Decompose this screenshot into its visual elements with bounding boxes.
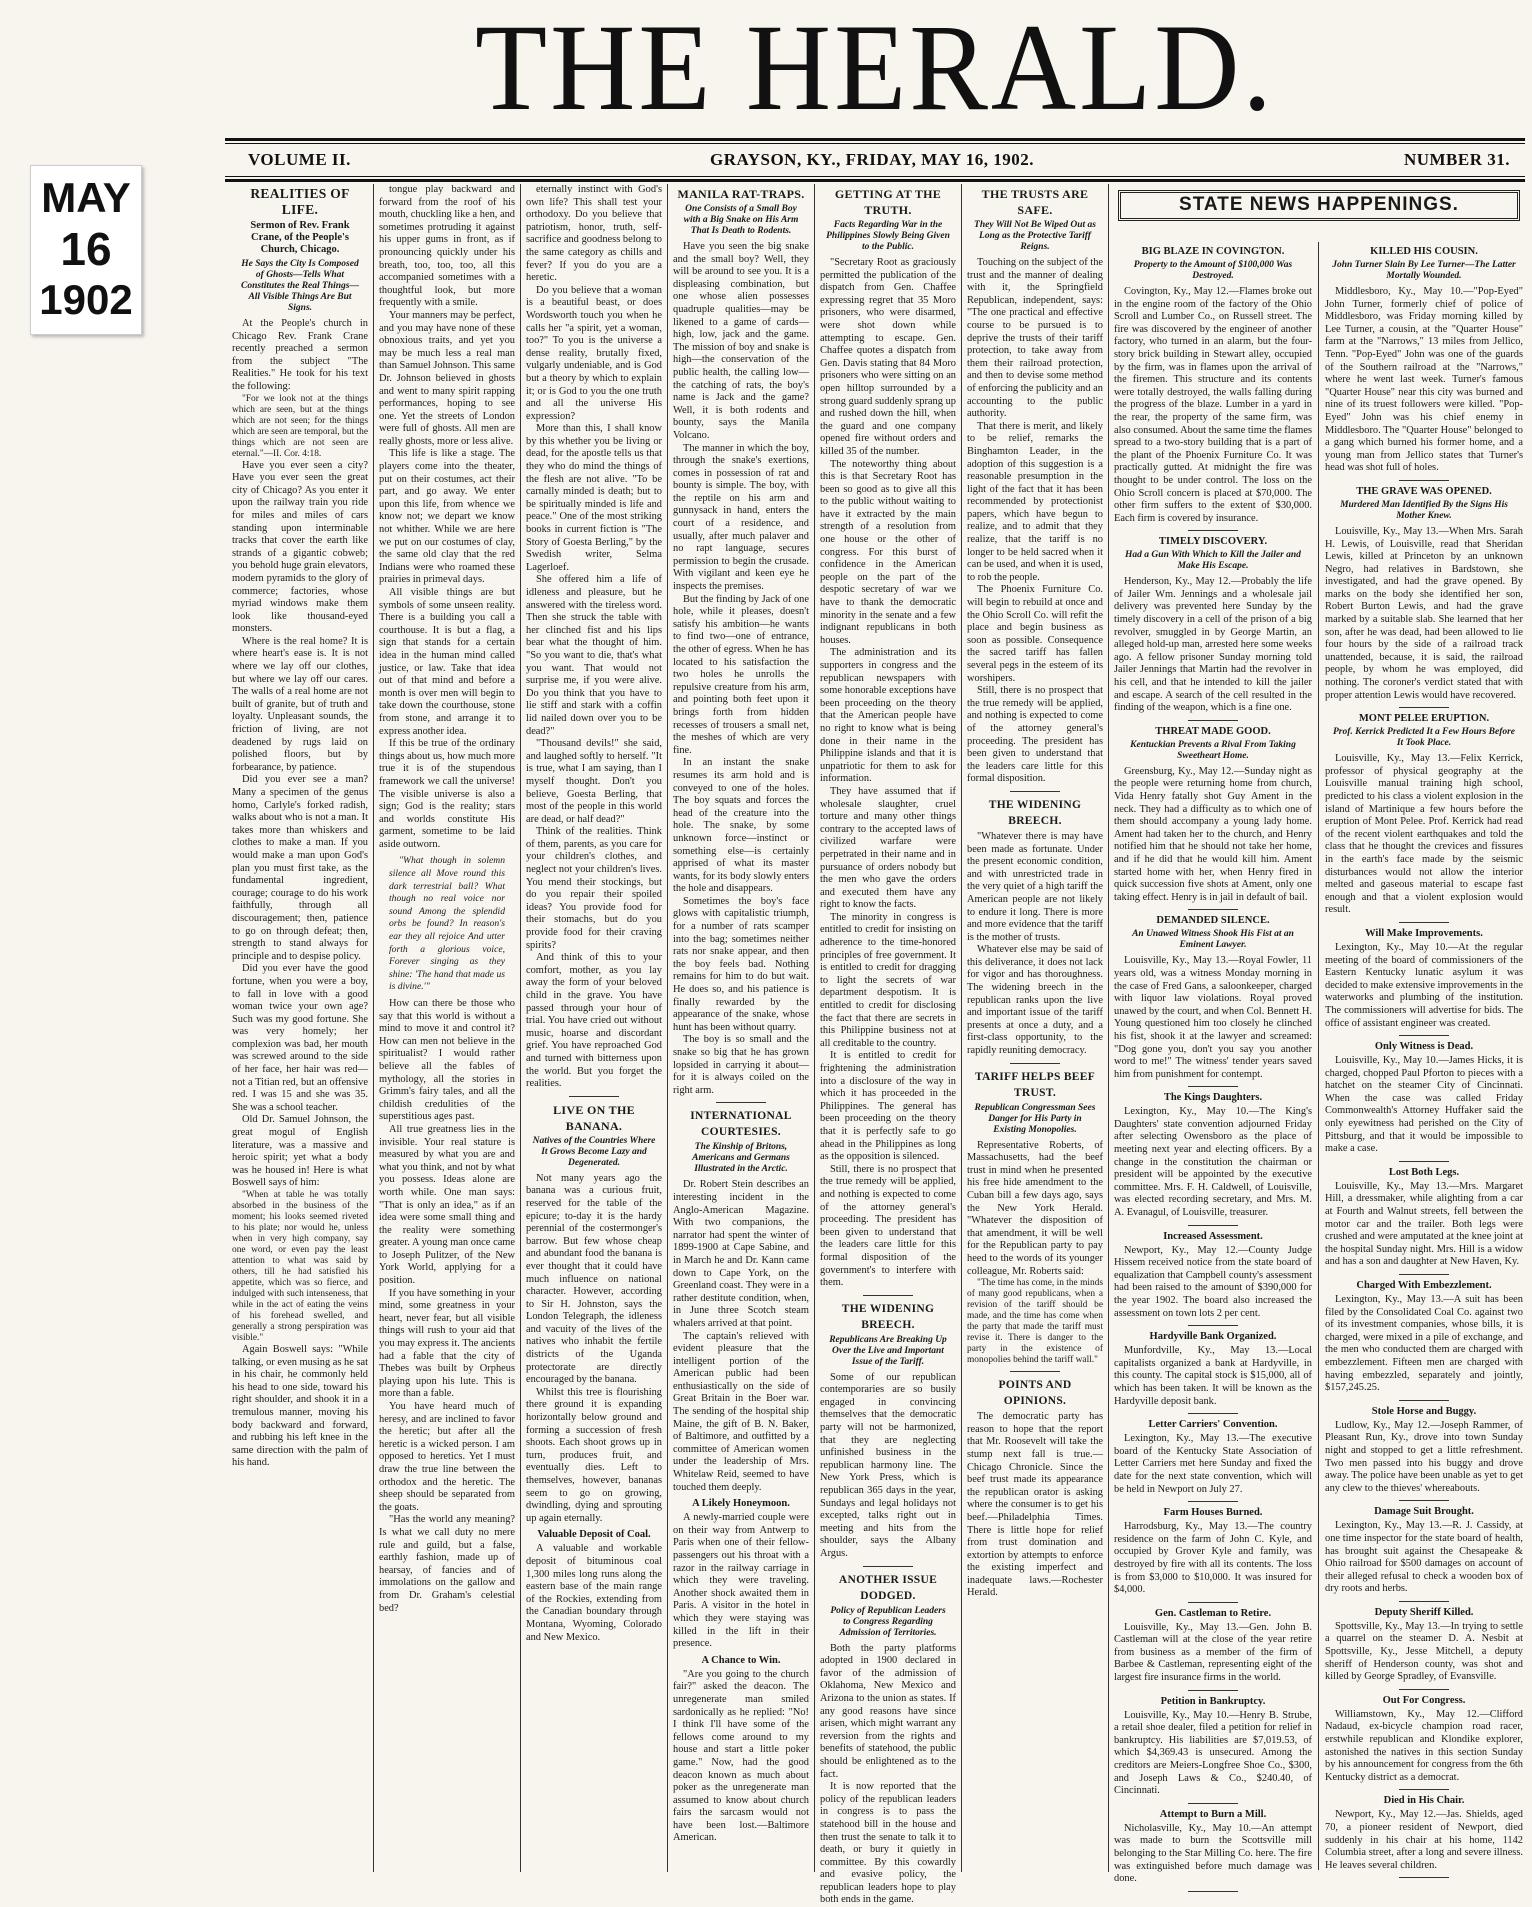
deck: Republican Congressman Sees Danger for His Party in Existing Monopolies. bbox=[974, 1102, 1096, 1135]
article-paragraph: Again Boswell says: "While talking, or even musing as he sat in his chair, he commonly held his head to one side, toward his right shoulder, and shook it in a tremulous manner, moving his body backward and forward, and rubbing his left knee in the same direction with the palm of his hand. bbox=[232, 1344, 368, 1469]
masthead-rule-bottom bbox=[225, 179, 1525, 182]
news-item bbox=[1114, 1092, 1312, 1225]
news-item-headline: Hardyville Bank Organized. bbox=[1149, 1331, 1277, 1343]
news-item-body: Covington, Ky., May 12.—Flames broke out in the engine room of the factory of the Ohio Scroll and Lumber Co., on Russell street. The fire was discovered by the engineer of another factory, who turned in an alarm, but the four-story brick building in Stewart alley, occupied by the firm, was in flames upon the arrival of the firemen. This structure and its contents were totally destroyed, the walls falling during the progress of the blaze. Lumber in a yard in the rear, the property of the same firm, was also consumed. About the same time the flames spread to a two-story building that is a part of the plant of the Phoenix Furniture Co. It was practically gutted. At midnight the fire was thought to be under control. The loss on the Ohio Scroll concern is placed at $70,000. The other firm suffers to the extent of $30,000. Each firm is covered by insurance. bbox=[1114, 286, 1312, 524]
news-item-headline: Gen. Castleman to Retire. bbox=[1154, 1607, 1272, 1619]
news-item bbox=[1325, 1406, 1523, 1502]
news-item bbox=[1325, 1695, 1523, 1791]
column-rule bbox=[961, 184, 962, 1872]
article-paragraph: All true greatness lies in the invisible. Your real stature is measured by what you are and what you think, and not by what you possess. Ideas alone are worth while. One man says: "That is only an idea," as if an idea were some small thing and the reality were something greater. A young man once came to Joseph Pulitzer, of the New York World, applying for a position. bbox=[379, 1123, 515, 1287]
article-paragraph: They have assumed that if wholesale slaughter, cruel torture and many other things contrary to the accepted laws of civilized warfare were perpetrated in their name and in pursuance of orders nobody but the men who gave the orders and executed them have any right to know the facts. bbox=[820, 785, 956, 911]
headline-the-trusts-are-safe: THE TRUSTS ARE SAFE. bbox=[981, 187, 1089, 217]
separator bbox=[1399, 1161, 1449, 1162]
deck: Republicans Are Breaking Up Over the Live and Important Issue of the Tariff. bbox=[829, 1334, 947, 1367]
article-paragraph: Did you ever see a man? Many a specimen of the genus homo, Carlyle's forked radish, walks about who is not a man. It takes more than whiskers and clothes to make a man. If you would make a man upon God's plan you must first take, as the fundamental ingredient, courage; courage to do his work faithfully, through all discouragement; then, patience to go on through defeat; then, strength to stand always for principle and to despise policy. bbox=[232, 774, 368, 962]
news-item-body: Louisville, Ky., May 13.—Gen. John B. Castleman will at the close of the year retire from business as a member of the firm of Barbee & Castleman, representing eight of the largest fire insurance firms in the world. bbox=[1114, 1621, 1312, 1684]
article-paragraph: "Whatever there is may have been made as fortunate. Under the present economic condition, and with unrestricted trade in the very quiet of a high tariff the American people are not likely to endure it long. There is more and more evidence that the tariff is the mother of trusts. bbox=[967, 830, 1103, 943]
scripture-quote: "For we look not at the things which are seen, but at the things which are not seen; for the things which are seen are temporal, but the things which are not seen are eternal."—II. Cor. 4:18. bbox=[232, 393, 368, 459]
news-item-headline: Only Witness is Dead. bbox=[1374, 1041, 1474, 1053]
news-item-headline: Will Make Improvements. bbox=[1365, 927, 1483, 939]
news-item-body: Greensburg, Ky., May 12.—Sunday night as the people were returning home from church, Vida Henry fatally shot Guy Ament in the neck. They had a difficulty as to which one of them should accompany a young lady home. Ament had taken her to the church, and Henry notified him that he should not take her home, and if he did that he would kill him. Ament started home with her, when Henry fired in quick succession five shots at Ament, only one taking effect. Henry is in jail in default of bail. bbox=[1114, 765, 1312, 903]
news-item-deck: Kentuckian Prevents a Rival From Taking Sweetheart Home. bbox=[1130, 739, 1296, 761]
article-paragraph: Dr. Robert Stein describes an interesting incident in the Anglo-American Magazine. With two companions, the narrator had spent the winter of 1899-1900 at Cape Sabine, and in March he and Dr. Kann came down to Cape York, on the Greenland coast. They were in a rather destitute condition, when, in June three Scotch steam whalers arrived at that point. bbox=[673, 1179, 809, 1329]
subheading: A Likely Honeymoon. bbox=[692, 1498, 790, 1510]
separator bbox=[1188, 1690, 1238, 1691]
article-paragraph: It is entitled to credit for frightening the administration into a disclosure of the way in which it has proceeded in the Philippines. The general has been proceeding on the theory that it is perfectly safe to go ahead in the Philippines as long as the opposition is silenced. bbox=[820, 1050, 956, 1163]
separator bbox=[1399, 1035, 1449, 1036]
article-paragraph: At the People's church in Chicago Rev. Frank Crane recently preached a sermon from the subject "The Realities." He took for his text the following: bbox=[232, 318, 368, 392]
news-item-deck: John Turner Slain By Lee Turner—The Latter Mortally Wounded. bbox=[1332, 260, 1516, 281]
separator bbox=[1188, 1325, 1238, 1326]
news-item-headline: The Kings Daughters. bbox=[1163, 1092, 1263, 1104]
headline-the-widening-breech-2: THE WIDENING BREECH. bbox=[988, 798, 1082, 827]
news-item-headline: Deputy Sheriff Killed. bbox=[1374, 1606, 1474, 1618]
news-item-body: Munfordville, Ky., May 13.—Local capitalists organized a bank at Hardyville, in this county. The capital stock is $15,000, all of which has been taken. It will be known as the Hardyville deposit bank. bbox=[1114, 1345, 1312, 1407]
masthead-rule-bottom-thin bbox=[225, 176, 1525, 177]
article-paragraph: In an instant the snake resumes its arm hold and is conveyed to one of the holes. The boy squats and forces the head of the creature into the hole. The snake, by some unknown force—instinct or something else—is certainly apprised of what its master wants, for its body slowly enters the hole and disappears. bbox=[673, 757, 809, 895]
article-paragraph: The Phoenix Furniture Co. will begin to rebuild at once and the Ohio Scroll Co. will refit the place and begin business as soon as possible. Consequence the sacred tariff has fallen several pegs in the esteem of its worshipers. bbox=[967, 584, 1103, 684]
article-paragraph: This life is like a stage. The players come into the theater, put on their costumes, act their part, and go away. We enter upon this life, from whence we know not; we depart we know not whither. While we are here we put on our costumes of clay, the same old clay that the red Indians were who roamed these prairies in primeval days. bbox=[379, 448, 515, 586]
news-item bbox=[1325, 1795, 1523, 1878]
separator bbox=[1010, 791, 1060, 792]
issue-number-label: NUMBER 31. bbox=[1403, 150, 1510, 169]
deck: He Says the City Is Composed of Ghosts—Tells What Constitutes the Real Things—All Visible Things Are But Signs. bbox=[241, 259, 359, 313]
separator bbox=[863, 1566, 913, 1567]
column-5 bbox=[820, 184, 956, 1906]
news-item-headline: Lost Both Legs. bbox=[1388, 1166, 1460, 1178]
article-paragraph: Your manners may be perfect, and you may have none of these obnoxious traits, and yet you may be much less a real man than Samuel Johnson. This same Dr. Johnson believed in ghosts and went to many spirit rapping performances, hoping to see one. Yet the streets of London were full of ghosts. All men are really ghosts, more or less alive. bbox=[379, 309, 515, 447]
separator bbox=[1399, 1877, 1449, 1878]
separator bbox=[1399, 480, 1449, 481]
article-paragraph: Whilst this tree is flourishing there ground it is expanding horizontally below ground and forming a succession of fresh shoots. Each shoot grows up in turn, produces fruit, and eventually dies. Left to themselves, however, bananas seem to go on growing, dwindling, dying and sprouting up again eternally. bbox=[526, 1386, 662, 1524]
news-item-body: Lexington, Ky., May 13.—The executive board of the Kentucky State Association of Letter Carriers met here Sunday and fixed the date for the next state convention, which will be held in Newport on July 27. bbox=[1114, 1433, 1312, 1495]
masthead-rule-top-thin bbox=[225, 143, 1525, 144]
news-item bbox=[1114, 1696, 1312, 1804]
news-item-body: Louisville, Ky., May 13.—When Mrs. Sarah H. Lewis, of Louisville, read that Sheridan Lewis, killed at Princeton by an unknown Negro, had relatives in Bardstown, she investigated, and had the grave opened. By marks on the body she identified her son, Robert Burton Lewis, and had the grave marked by a suitable slab. She learned that her son, after he was dead, had been allowed to lie four hours by the side of a railroad track unattended, because, it is said, the railroad people, by whom he was employed, did nothing. The coroner's verdict stated that with proper attention Lewis would have recovered. bbox=[1325, 525, 1523, 701]
news-item bbox=[1325, 1607, 1523, 1690]
separator bbox=[1188, 720, 1238, 721]
separator bbox=[569, 1096, 619, 1097]
news-item-headline: Farm Houses Burned. bbox=[1163, 1507, 1263, 1519]
masthead-rule-top bbox=[225, 138, 1525, 141]
deck: Facts Regarding War in the Philippines Slowly Being Given to the Public. bbox=[826, 220, 950, 252]
article-paragraph: If you have something in your mind, some greatness in your heart, never fear, but all visible things will rush to your aid that you may express it. The ancients had a fable that the city of Thebes was built by Orpheus playing upon his lute. This is more than a fable. bbox=[379, 1287, 516, 1400]
news-item-headline: TIMELY DISCOVERY. bbox=[1158, 536, 1268, 548]
masthead-title: THE HERALD. bbox=[475, 0, 1275, 137]
news-item bbox=[1114, 1507, 1312, 1603]
news-item-body: Lexington, Ky., May 10.—The King's Daughters' state convention adjourned Friday after selecting Owensboro as the place of meeting next year and electing officers. By a change in the constitution the chairman or president will be appointed by the executive committee. Mrs. F. H. Caldwell, of Louisville, was elected recording secretary, and Mrs. M. A. Evanagul, of Louisville, treasurer. bbox=[1114, 1106, 1312, 1219]
news-item bbox=[1114, 1331, 1312, 1414]
separator bbox=[1188, 1803, 1238, 1804]
place-date-label: GRAYSON, KY., FRIDAY, MAY 16, 1902. bbox=[710, 150, 1035, 169]
article-paragraph: That there is merit, and likely to be relief, remarks the Binghamton Leader, in the adoption of this suggestion is a reasonable presumption in the light of the fact that it has been recommended by protectionist papers, which have begun to realize, and to admit that they realize, that the tariff is no longer to be held sacred when it can be used, and when it is used, to rob the people. bbox=[967, 420, 1103, 583]
column-rule bbox=[373, 184, 374, 1872]
separator bbox=[1010, 1063, 1060, 1064]
article-paragraph: The democratic party has reason to hope that the report that Mr. Roosevelt will take the stump next fall is true.—Chicago Chronicle. Since the beef trust made its appearance the republican orator is asking where the consumer is to get his beef.—Philadelphia Times. There is little hope for relief from trust domination and extortion by attempts to enforce the existing imperfect and inadequate laws.—Rochester Herald. bbox=[967, 1411, 1103, 1599]
deck: They Will Not Be Wiped Out as Long as the Protective Tariff Reigns. bbox=[974, 220, 1096, 252]
separator bbox=[716, 1102, 766, 1103]
news-item-headline: Stole Horse and Buggy. bbox=[1371, 1405, 1477, 1417]
news-item-body: Louisville, Ky., May 13.—Royal Fowler, 11 years old, was a witness Monday morning in the case of Fred Gans, a saloonkeeper, charged with liquor law violations. Royal proved unawed by the court, and when Col. Bennett H. Young questioned him too closely he clinched his fist, shook it at the lawyer and screamed: "Dog gone you, don't you say you another word to me!" The witness' tender years saved him from punishment for contempt. bbox=[1114, 955, 1312, 1080]
article-quote: "The time has come, in the minds of many good republicans, when a revision of the tariff should be made, and the time has come when the party that made the tariff must revise it. There is danger to the party in the existence of monopolies behind the tariff wall." bbox=[967, 1278, 1103, 1366]
state-news-left bbox=[1114, 242, 1312, 1885]
article-paragraph: The boy is so small and the snake so big that he has grown lopsided in carrying it about—for it is always coiled on the right arm. bbox=[673, 1034, 809, 1096]
news-item-headline: MONT PELEE ERUPTION. bbox=[1358, 713, 1490, 725]
news-item-body: Lexington, Ky., May 10.—At the regular meeting of the board of commissioners of the Eastern Kentucky lunatic asylum it was decided to make extensive improvements in the waterworks and plumbing of the institution. The commissioners will advertise for bids. The office of assistant engineer was created. bbox=[1325, 941, 1523, 1029]
article-paragraph: The captain's relieved with evident pleasure that the intelligent portion of the American public had been enthusiastically on the side of Great Britain in the Boer war. The sending of the hospital ship Maine, the gift of B. N. Baker, of Baltimore, and outfitted by a committee of American women under the leadership of Mrs. Whitelaw Reid, seemed to have touched them deeply. bbox=[673, 1330, 809, 1493]
article-paragraph: Did you ever have the good fortune, when you were a boy, to fall in love with a good woman twice your own age? Such was my good fortune. She was very homely; her complexion was bad, her mouth was screwed around to the side of her face, her hair was red—not a Titian red, but an offensive red. I was 15 and she was 35. She was a school teacher. bbox=[232, 963, 368, 1113]
column-state-news bbox=[1114, 184, 1524, 1885]
article-paragraph: Still, there is no prospect that the true remedy will be applied, and nothing is expected to come of the attorney general's proceeding. The president has been given to understand that the leaders care little for this formal disposition. bbox=[967, 685, 1103, 785]
subhead: Sermon of Rev. Frank Crane, of the People's Church, Chicago. bbox=[250, 220, 350, 255]
article-paragraph: The manner in which the boy, through the snake's exertions, comes in possession of rat and bounty is simple. The boy, with the reptile on his arm and gunnysack in hand, enters the court of a residence, and usually, after much palaver and no rapt language, secures permission to begin the crusade. With vigilant and keen eye he inspects the premises. bbox=[673, 442, 809, 593]
headline-realities-of-life: REALITIES OF LIFE. bbox=[250, 186, 350, 217]
article-paragraph: A newly-married couple were on their way from Antwerp to Paris when one of their fellow-passengers out his throat with a razor in the railway carriage in which they were traveling. Another shock awaited them in Paris. A visitor in the hotel in which they were staying was killed in the lift in their presence. bbox=[673, 1512, 809, 1650]
article-paragraph: More than this, I shall know by this whether you be living or dead, for the apostle tells us that they who do mind the things of the flesh are not alive. "To be carnally minded is death; but to be spiritually minded is life and peace." One of the most striking books in current fiction is "The Story of Goesta Berling," by the Swedish writer, Selma Lagerloef. bbox=[526, 423, 662, 573]
date-day: 16 bbox=[60, 223, 112, 275]
article-paragraph: Whatever else may be said of this deliverance, it does not lack for vigor and has thoroughness. The widening breech in the republican ranks upon the live and important issue of the tariff presents at once a duty, and a first-class opportunity, to the rapidly reuniting democracy. bbox=[967, 944, 1103, 1057]
news-item-headline: DEMANDED SILENCE. bbox=[1156, 915, 1270, 927]
news-item-headline: Out For Congress. bbox=[1382, 1694, 1466, 1706]
news-item-headline: THE GRAVE WAS OPENED. bbox=[1356, 485, 1492, 497]
column-rule bbox=[1318, 242, 1319, 1870]
news-item-body: Lexington, Ky., May 13.—A suit has been filed by the Consolidated Coal Co. against two of its investment companies, whose bills, it is charged, were mixed in a pile of exchange, and the men who conducted them are charged with embezzlement. Fifteen men are charged with having embezzled, separately and jointly, $157,245.25. bbox=[1325, 1294, 1523, 1394]
news-item-body: Newport, Ky., May 12.—County Judge Hissem received notice from the state board of equalization that Campbell county's assessment had been raised to the amount of $390,000 for the year 1902. The board also increased the assessment on town lots 2 per cent. bbox=[1114, 1244, 1312, 1319]
article-paragraph: Not many years ago the banana was a curious fruit, reserved for the table of the epicure; to-day it is the hardy perennial of the costermonger's barrow. But few whose cheap and abundant food the banana is ever thought that it could have much influence on national character. However, according to Sir H. Johnston, says the London Telegraph, the idleness and vacuity of the lives of the natives who inhabit the fertile districts of the Uganda protectorate are directly encouraged by the banana. bbox=[526, 1172, 662, 1386]
news-item-headline: Damage Suit Brought. bbox=[1374, 1506, 1474, 1518]
article-paragraph: It is now reported that the policy of the republican leaders in congress is to pass the statehood bill in the house and then trust the senate to talk it to death, or bury it quietly in committee. By this cowardly and evasive policy, the republican leaders hope to play both ends in the game. bbox=[820, 1781, 956, 1906]
news-item-body: Nicholasville, Ky., May 10.—An attempt was made to burn the Scottsville mill belonging to the Star Milling Co. here. The fire was extinguished before much damage was done. bbox=[1114, 1822, 1312, 1885]
news-item-deck: Murdered Man Identified By the Signs His Mother Knew. bbox=[1340, 499, 1508, 521]
article-paragraph: How can there be those who say that this world is without a mind to move it and control it? How can men not believe in the spiritualist? I would rather believe all the fables of mythology, all the stories in Grimm's fairy tales, and all the childish credulities of the superstitious ages past. bbox=[379, 998, 515, 1123]
headline-international-courtesies: INTERNATIONAL COURTESIES. bbox=[690, 1110, 792, 1139]
separator bbox=[1399, 922, 1449, 923]
volume-label: VOLUME II. bbox=[248, 150, 351, 169]
article-paragraph: She offered him a life of idleness and pleasure, but he answered with the tireless word. Then she struck the table with her clinched fist and his lips bear what the thought of him. "So you want to die, that's what you want. That would not surprise me, if you were alive. Do you think that you have to lie stiff and stark with a coffin lid nailed down over you to be dead?" bbox=[526, 574, 662, 737]
separator bbox=[863, 1295, 913, 1296]
date-year: 1902 bbox=[39, 276, 133, 323]
article-paragraph: Do you believe that a woman is a beautiful beast, or does Wordsworth touch you when he calls her "a spirit, yet a woman, too?" To you is the universe a dense reality, brutally fixed, vulgarly undeniable, and is God but a theory by which to explain it; or is God to you the one truth and all the universe His expression? bbox=[526, 284, 662, 422]
headline-points-and-opinions: POINTS AND OPINIONS. bbox=[998, 1379, 1072, 1408]
news-item-headline: Increased Assessment. bbox=[1163, 1230, 1263, 1242]
article-paragraph: The administration and its supporters in congress and the republican newspapers with some honorable exceptions have been proceeding on the theory that the American people have no right to know what is being done in their name in the Philippine islands and that it is unpatriotic for them to ask for information. bbox=[820, 647, 956, 785]
state-news-banner: STATE NEWS HAPPENINGS. bbox=[1118, 190, 1520, 221]
news-item-body: Louisville, Ky., May 13.—Felix Kerrick, professor of physical geography at the Louisville manual training high school, predicted to his class a violent explosion in the island of Martinique a few hours before the eruption of Mont Pelee. Prof. Kerrick had read of the recent violent earthquakes and told the class that he thought the crevices and fissures in the earth's face made by the seismic disturbances would not allow the interior melted and gaseous material to escape fast enough and that a violent explosion would result. bbox=[1325, 753, 1523, 916]
article-paragraph: Still, there is no prospect that the true remedy will be applied, and nothing is expected to come of the attorney general's proceeding. The president has been given to understand that the leaders care little for this formal disposition of the government's to interfere with them. bbox=[820, 1163, 956, 1289]
news-item bbox=[1114, 1419, 1312, 1502]
date-month: MAY bbox=[41, 174, 131, 221]
news-item-body: Newport, Ky., May 12.—Jas. Shields, aged 70, a pioneer resident of Newport, died suddenly in his chair at his home, 1142 Columbia street, after a long and severe illness. He leaves several children. bbox=[1325, 1809, 1523, 1871]
news-item-body: Louisville, Ky., May 13.—Mrs. Margaret Hill, a dressmaker, while alighting from a car at Fourth and Walnut streets, fell between the motor car and the trailer. Both legs were crushed and were amputated at the knee joint at the hospital Sunday night. Mrs. Hill is a widow and has a son and daughter at New Haven, Ky. bbox=[1325, 1180, 1523, 1268]
column-rule bbox=[1108, 184, 1109, 1872]
news-item bbox=[1114, 726, 1312, 911]
separator bbox=[1188, 530, 1238, 531]
news-item bbox=[1325, 928, 1523, 1036]
separator bbox=[1188, 1891, 1238, 1892]
headline-manila-rat-traps: MANILA RAT-TRAPS. bbox=[677, 187, 805, 201]
news-item bbox=[1114, 246, 1312, 531]
separator bbox=[1188, 1602, 1238, 1603]
column-4 bbox=[673, 184, 809, 1872]
article-paragraph: All visible things are but symbols of some unseen reality. There is a building you call a courthouse. It is but a flag, a sign that stands for a certain idea in the human mind called justice, or law. Take that idea out of that mind and before a month is over men will begin to take down the courthouse, stone from stone, and arrange it to express another idea. bbox=[379, 587, 515, 737]
headline-another-issue-dodged: ANOTHER ISSUE DODGED. bbox=[838, 1573, 938, 1602]
boswell-quote: "When at table he was totally absorbed in the business of the moment; his looks seemed riveted to his plate; nor would he, unless when in very high company, say one word, or even pay the least attention to what was said by others, till he had satisfied his appetite, which was so fierce, and indulged with such intenseness, that while in the act of eating the veins of his forehead swelled, and generally a strong perspiration was visible." bbox=[232, 1190, 368, 1343]
headline-tariff-helps-beef-trust: TARIFF HELPS BEEF TRUST. bbox=[974, 1070, 1096, 1099]
separator bbox=[1399, 1689, 1449, 1690]
article-paragraph: "Are you going to the church fair?" asked the deacon. The unregenerate man smiled sardonically as he replied: "No! I think I'll have some of the fellows come around to my house and start a little poker game." Now, had the good deacon known as much about poker as the unregenerate man assumed to know about church fairs the sarcasm would not have been lost.—Baltimore American. bbox=[673, 1668, 809, 1844]
separator bbox=[1188, 909, 1238, 910]
separator bbox=[1399, 1789, 1449, 1790]
news-item-deck: Property to the Amount of $100,000 Was Destroyed. bbox=[1133, 260, 1293, 281]
news-item-headline: BIG BLAZE IN COVINGTON. bbox=[1141, 246, 1285, 257]
subheading: A Chance to Win. bbox=[701, 1654, 781, 1666]
news-item bbox=[1114, 915, 1312, 1087]
article-paragraph: Representative Roberts, of Massachusetts, had the beef trust in mind when he presented his free hide amendment to the Cuban bill a few days ago, says the New York Herald. "Whatever the disposition of that amendment, it will be well for the Republican party to pay heed to the words of its younger colleague, Mr. Roberts said: bbox=[967, 1139, 1103, 1277]
news-item bbox=[1114, 536, 1312, 721]
news-item bbox=[1325, 1041, 1523, 1162]
news-item-deck: Prof. Kerrick Predicted It a Few Hours Before It Took Place. bbox=[1332, 727, 1516, 749]
separator bbox=[1399, 1500, 1449, 1501]
news-item-body: Louisville, Ky., May 10.—James Hicks, it is charged, chopped Paul Pforton to pieces with a hatchet on the steamer City of Cincinnati. When the case was called Friday Commonwealth's Attorney Huffaker said the only eyewitness had perished on the City of Pittsburg, and that it would be impossible to make a case. bbox=[1325, 1055, 1523, 1155]
separator bbox=[1399, 1400, 1449, 1401]
state-news-right bbox=[1325, 242, 1523, 1870]
article-paragraph: The noteworthy thing about this is that Secretary Root has been so good as to give all this to the public without waiting to have it extracted by the main strength of a resolution from one house or the other of congress. For this burst of confidence in the American people on the part of the despotic secretary of war we have to thank the democratic minority in the senate and a few indignant republicans in both houses. bbox=[820, 458, 956, 646]
article-paragraph: "Thousand devils!" she said, and laughed softly to herself. "It is true, what I am saying, than I myself thought. Don't you believe, Goesta Berling, that most of the people in this world are dead, or half dead?" bbox=[526, 738, 662, 825]
article-paragraph: Old Dr. Samuel Johnson, the great mogul of English literature, was a massive and heroic spirit; yet what a body was he housed in! Here is what Boswell says of him: bbox=[232, 1114, 368, 1189]
article-paragraph: If this be true of the ordinary things about us, how much more true it is of the stupendous framework we call the universe! The visible universe is also a sign; God is the reality; stars and worlds constitute His garment, sometime to be laid aside outworn. bbox=[379, 738, 515, 850]
article-paragraph: But the finding by Jack of one hole, while it pleases, doesn't satisfy his ambition—he wants to find two—one of entrance, the other of egress. When he has located to his satisfaction the two holes he unrolls the repulsive creature from his arm, and pointing both feet upon it brings forth from hidden recesses of trousers a small net, the meshes of which are very fine. bbox=[673, 593, 809, 756]
article-paragraph: "Has the world any meaning? Is what we call duty no mere rule and guild, but a false, earthly fashion, made up of hearsay, of fancies and of immolations on the gallow and from Dr. Graham's celestial bed? bbox=[379, 1514, 515, 1614]
news-item bbox=[1114, 1809, 1312, 1892]
column-rule bbox=[520, 184, 521, 1872]
column-rule bbox=[814, 184, 815, 1872]
separator bbox=[1188, 1225, 1238, 1226]
news-item bbox=[1325, 486, 1523, 708]
article-paragraph: Think of the realities. Think of them, parents, as you care for your children's clothes, and neglect not your children's lives. You mend their stockings, but do you repair their spoiled ideas? You provide food for their stomachs, but do you provide food for their craving spirits? bbox=[526, 826, 662, 951]
article-paragraph: Both the party platforms adopted in 1900 declared in favor of the admission of Oklahoma, New Mexico and Arizona to the union as states. If any good reasons have since arisen, which might warrant any reversion from the rights and benefits of statehood, the public should be enlightened as to the fact. bbox=[820, 1642, 956, 1780]
article-paragraph: Sometimes the boy's face glows with capitalistic triumph, for a number of rats scamper into the bag; sometimes neither rats nor snake appear, and then the boy feels bad. Nothing remains for him to do but wait. He does so, and his patience is finally rewarded by the appearance of the snake, whose hunt has been without quarry. bbox=[673, 895, 809, 1033]
article-paragraph: tongue play backward and forward from the roof of his mouth, chuckling like a hen, and sometimes protruding it against his upper gums in front, as if pronouncing quickly under his breath, too, too, too, all this accompanied sometimes with a thoughtful look, but more frequently with a smile. bbox=[379, 184, 515, 309]
columns-area bbox=[228, 184, 1528, 1906]
news-item-deck: Had a Gun With Which to Kill the Jailer and Make His Escape. bbox=[1125, 550, 1301, 572]
article-paragraph: You have heard much of heresy, and are inclined to favor the heretic; but after all the heretic is a wicked person. I am opposed to heretics. Yet I must draw the true line between the orthodox and the heretic. The sheep should be separated from the goats. bbox=[379, 1401, 515, 1513]
article-paragraph: A valuable and workable deposit of bituminous coal 1,300 miles long runs along the eastern base of the main range of the Rockies, extending from the Canadian boundary through Montana, Wyoming, Colorado and New Mexico. bbox=[526, 1543, 662, 1643]
news-item-headline: KILLED HIS COUSIN. bbox=[1370, 246, 1478, 257]
date-sidebar bbox=[30, 165, 142, 335]
news-item bbox=[1325, 1167, 1523, 1275]
news-item bbox=[1325, 246, 1523, 481]
news-item-body: Harrodsburg, Ky., May 13.—The country residence on the farm of John C. Kyle, and occupied by Grover Kyle and family, was destroyed by fire with all its contents. The loss is from $3,000 to $10,000. It was insured for $4,000. bbox=[1114, 1521, 1312, 1596]
issue-info-bar bbox=[240, 150, 1520, 174]
article-paragraph: Touching on the subject of the trust and the manner of dealing with it, the Springfield Republican, independent, says: "The one practical and effective course to be pursued is to deprive the trusts of their tariff protection, to take away from them their railroad protection, and then to devise some method of enforcing the publicity and an accounting to the public authority. bbox=[967, 257, 1103, 420]
news-item-headline: Died in His Chair. bbox=[1383, 1795, 1465, 1807]
headline-getting-at-the-truth: GETTING AT THE TRUTH. bbox=[834, 187, 942, 217]
news-item bbox=[1325, 1506, 1523, 1602]
article-paragraph: And think of this to your comfort, mother, as you lay away the form of your beloved child in the grave. You have passed through your hour of trial. You have cried out without music, hoarse and discordant grief. You have reproached God and turned with bitterness upon the world. But you forget the realities. bbox=[526, 952, 662, 1090]
news-item bbox=[1114, 1231, 1312, 1327]
news-item-headline: Attempt to Burn a Mill. bbox=[1159, 1808, 1267, 1820]
separator bbox=[1399, 1601, 1449, 1602]
news-item-body: Spottsville, Ky., May 13.—In trying to settle a quarrel on the steamer D. A. Nesbit at Spottsville, Ky., Jesse Mitchell, a deputy sheriff of Henderson county, was shot and killed by George Spradley, of Evansville. bbox=[1325, 1620, 1523, 1683]
deck: The Kinship of Britons, Americans and Germans Illustrated in the Arctic. bbox=[692, 1142, 790, 1175]
deck: One Consists of a Small Boy with a Big Snake on His Arm That Is Death to Rodents. bbox=[683, 204, 799, 236]
news-item-headline: THREAT MADE GOOD. bbox=[1155, 725, 1271, 737]
subheading: Valuable Deposit of Coal. bbox=[537, 1529, 651, 1541]
news-item-headline: Charged With Embezzlement. bbox=[1356, 1280, 1492, 1291]
headline-live-on-the-banana: LIVE ON THE BANANA. bbox=[553, 1102, 635, 1133]
news-item bbox=[1114, 1608, 1312, 1691]
column-rule bbox=[667, 184, 668, 1872]
article-paragraph: Some of our republican contemporaries are so busily engaged in convincing themselves that the democratic party will not be harmonized, that they are neglecting unfinished business in the republican harmony line. The New York Press, which is republican 365 days in the year, Sundays and legal holidays not excepted, talks right out in meeting and hits from the shoulder, says the Albany Argus. bbox=[820, 1371, 956, 1559]
article-paragraph: eternally instinct with God's own life? This shall test your orthodoxy. Do you believe that patriotism, honor, truth, self-sacrifice and goodness belong to the same category as chills and fever? If you do you are a heretic. bbox=[526, 184, 662, 284]
news-item-body: Ludlow, Ky., May 12.—Joseph Rammer, of Pleasant Run, Ky., drove into town Sunday night and stopped to get a little refreshment. Two men passed into his buggy and drove away. The police have been unable as yet to get any clew to the thieves' whereabouts. bbox=[1325, 1419, 1523, 1494]
article-paragraph: The minority in congress is entitled to credit for insisting on adherence to the time-honored principles of free government. It is entitled to credit for dragging to light the secrets of war department despotism. It is entitled to credit for disclosing the fact that there are secrets in this Philippine business not at all creditable to the country. bbox=[820, 911, 956, 1049]
deck: Natives of the Countries Where It Grows Become Lazy and Degenerated. bbox=[532, 1135, 656, 1168]
news-item-body: Henderson, Ky., May 12.—Probably the life of Jailer Wm. Jennings and a wholesale jail delivery was prevented here Sunday by the timely discovery in a cell of the prison of a big revolver, smuggled in by George Martin, an alleged hold-up man, arrested here some weeks ago. A fellow prisoner Sunday morning told Jailer Jennings that Martin had the revolver in his cell, and that he intended to kill the jailer and escape. A search of the cell resulted in the finding of the weapon, which is a fine one. bbox=[1114, 576, 1312, 714]
separator bbox=[1188, 1086, 1238, 1087]
separator bbox=[1010, 1371, 1060, 1372]
news-item-body: Louisville, Ky., May 10.—Henry B. Strube, a retail shoe dealer, filed a petition for relief in bankruptcy. His liabilities are $7,019.53, of which $4,369.43 is unsecured. Among the creditors are Meiers-Longfree Shoe Co., $300, and Joseph Laws & Co., $240.40, of Cincinnati. bbox=[1114, 1709, 1312, 1797]
news-item bbox=[1325, 1280, 1523, 1401]
news-item bbox=[1325, 713, 1523, 923]
article-paragraph: "Secretary Root as graciously permitted the publication of the dispatch from Gen. Chaffee expressing regret that 35 Moro prisoners, who were disarmed, were shot down while attempting to escape. Gen. Chaffee quotes a dispatch from Gen. Davis stating that 84 Moro prisoners who were sitting on an open hilltop surrounded by a strong guard suddenly sprang up and rushed down the hill, when the guard and one company opened fire without orders and killed 35 of the number. bbox=[820, 257, 956, 457]
article-paragraph: Where is the real home? It is where heart's ease is. It is not where we lay off our clothes, but where we lay off our cares. The walls of a real home are not built of granite, but of truth and loyalty. Unpleasant sounds, the friction of living, are not deadened by rugs laid on polished floors, but by forbearance, by patience. bbox=[232, 635, 368, 773]
separator bbox=[1399, 707, 1449, 708]
news-item-deck: An Unawed Witness Shook His Fist at an Eminent Lawyer. bbox=[1132, 929, 1294, 951]
news-item-body: Middlesboro, Ky., May 10.—"Pop-Eyed" John Turner, formerly chief of police of Middlesboro, was Friday morning killed by Lee Turner, a cousin, at the "Quarter House" farm at the "Narrows," 13 miles from Jellico, Tenn. "Pop-Eyed" John was one of the guards of the Southern railroad at the "Narrows," where he went last week. Turner's famous "Quarter House" near this city was burned and nine of its truest followers were killed. "Pop-Eyed" John was his chief enemy in Middlesboro. The "Quarter House" belonged to a gang which burned his former home, and a young man from Jellico states that Turner's head was shot full of holes. bbox=[1325, 286, 1523, 474]
column-2 bbox=[379, 184, 515, 1872]
news-item-headline: Petition in Bankruptcy. bbox=[1160, 1695, 1266, 1707]
column-1 bbox=[232, 184, 368, 1872]
news-item-body: Lexington, Ky., May 13.—R. J. Cassidy, at one time inspector for the state board of health, has brought suit against the Chesapeake & Ohio railroad for $500 damages on account of their alleged refusal to check a wooden box of dry roots and herbs. bbox=[1325, 1520, 1523, 1595]
separator bbox=[1188, 1501, 1238, 1502]
poem: "What though in solemn silence all Move round this dark terrestrial ball? What though no real voice nor sound Among the splendid orbs be found? In reason's ear they all rejoice And utter forth a glorious voice, Forever singing as they shine: 'The hand that made us is divine.'" bbox=[389, 855, 505, 993]
article-paragraph: Have you seen the big snake and the small boy? Well, they will be around to see you. It is a displeasing combination, but one whose alien possesses quadruple qualities—may be likened to a game of cards—high, low, jack and the game. The mission of boy and snake is high—the conservation of the public health, the calling low—the catching of rats, the boy's name is Jack and the game? Well, it is both rodents and bounty, says the Manila Volcano. bbox=[673, 241, 809, 441]
column-3 bbox=[526, 184, 662, 1872]
deck: Policy of Republican Leaders to Congress Regarding Admission of Territories. bbox=[830, 1605, 946, 1638]
news-item-body: Williamstown, Ky., May 12.—Clifford Nadaud, ex-bicycle champion road racer, erstwhile republican and Klondike explorer, astonished the natives in this section Sunday by his announcement for congress from the 6th Kentucky district as a democrat. bbox=[1325, 1708, 1523, 1783]
news-item-headline: Letter Carriers' Convention. bbox=[1148, 1419, 1278, 1431]
separator bbox=[1188, 1413, 1238, 1414]
headline-the-widening-breech: THE WIDENING BREECH. bbox=[841, 1302, 935, 1331]
column-6 bbox=[967, 184, 1103, 1872]
article-paragraph: Have you ever seen a city? Have you ever seen the great city of Chicago? As you enter it upon the railway train you ride for miles and miles of cars standing upon interminable tracks that cover the earth like strands of a gigantic cobweb; you behold huge grain elevators, modern pyramids to the glory of commerce; factories, whose myriad windows make them look like thousand-eyed monsters. bbox=[232, 459, 368, 635]
separator bbox=[1399, 1274, 1449, 1275]
